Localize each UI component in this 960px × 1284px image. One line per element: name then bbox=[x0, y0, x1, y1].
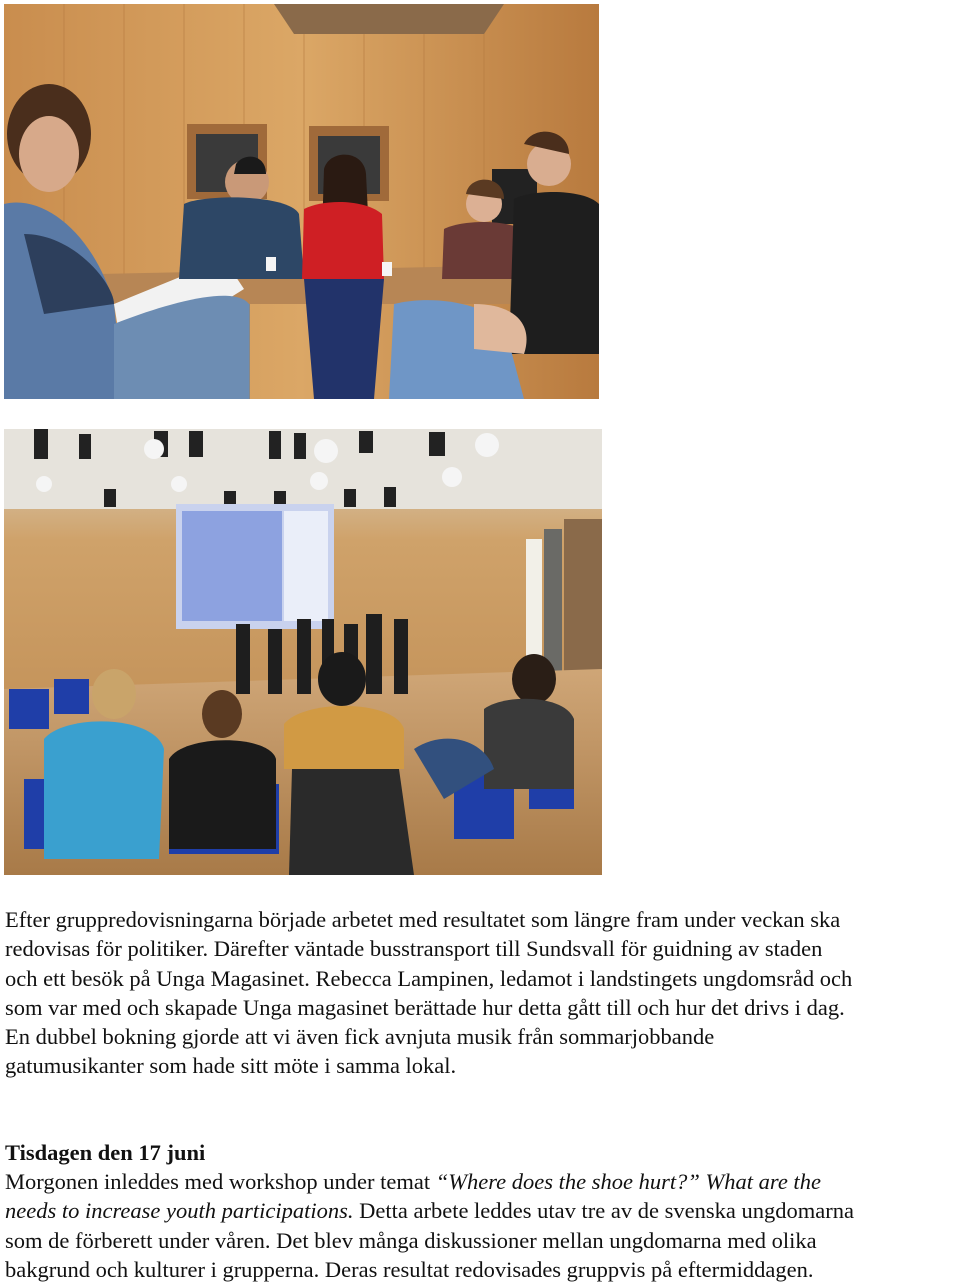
photo-group-discussion bbox=[4, 4, 599, 399]
paragraph-line: gatumusikanter som hade sitt möte i samma lokal. bbox=[5, 1053, 457, 1079]
workshop-led-text: Detta arbete leddes utav tre av de svenska ungdomarna bbox=[353, 1198, 854, 1224]
paragraph-line: Efter gruppredovisningarna började arbetet med resultatet som längre fram under veckan ska bbox=[5, 907, 841, 932]
paragraph-sundsvall-visit bbox=[5, 905, 960, 1081]
workshop-theme-question: needs to increase youth participations. bbox=[5, 1198, 354, 1224]
paragraph-line: och ett besök på Unga Magasinet. Rebecca Lampinen, ledamot i landstingets ungdomsråd och bbox=[5, 965, 853, 991]
photo-group-presentation bbox=[4, 429, 602, 875]
paragraph-line bbox=[5, 1196, 960, 1225]
workshop-intro-text: Morgonen inleddes med workshop under temat bbox=[5, 1169, 436, 1194]
paragraph-line: redovisas för politiker. Därefter väntade busstransport till Sundsvall för guidning av staden bbox=[5, 936, 823, 962]
paragraph-tuesday-workshop bbox=[5, 1167, 960, 1284]
paragraph-line: bakgrund och kulturer i grupperna. Deras resultat redovisades gruppvis på eftermiddagen. bbox=[5, 1256, 814, 1282]
paragraph-line bbox=[5, 1167, 960, 1196]
workshop-theme-quote: “Where does the shoe hurt?” What are the bbox=[435, 1169, 821, 1194]
section-heading: Tisdagen den 17 juni bbox=[5, 1140, 206, 1165]
paragraph-line: En dubbel bokning gjorde att vi även fick avnjuta musik från sommarjobbande bbox=[5, 1024, 715, 1050]
photo-group-discussion-image bbox=[4, 4, 599, 399]
paragraph-line: som var med och skapade Unga magasinet berättade hur detta gått till och hur det drivs i dag. bbox=[5, 994, 845, 1020]
photo-group-presentation-image bbox=[4, 429, 602, 875]
paragraph-line: som de förberett under våren. Det blev många diskussioner mellan ungdomarna med olika bbox=[5, 1227, 817, 1253]
